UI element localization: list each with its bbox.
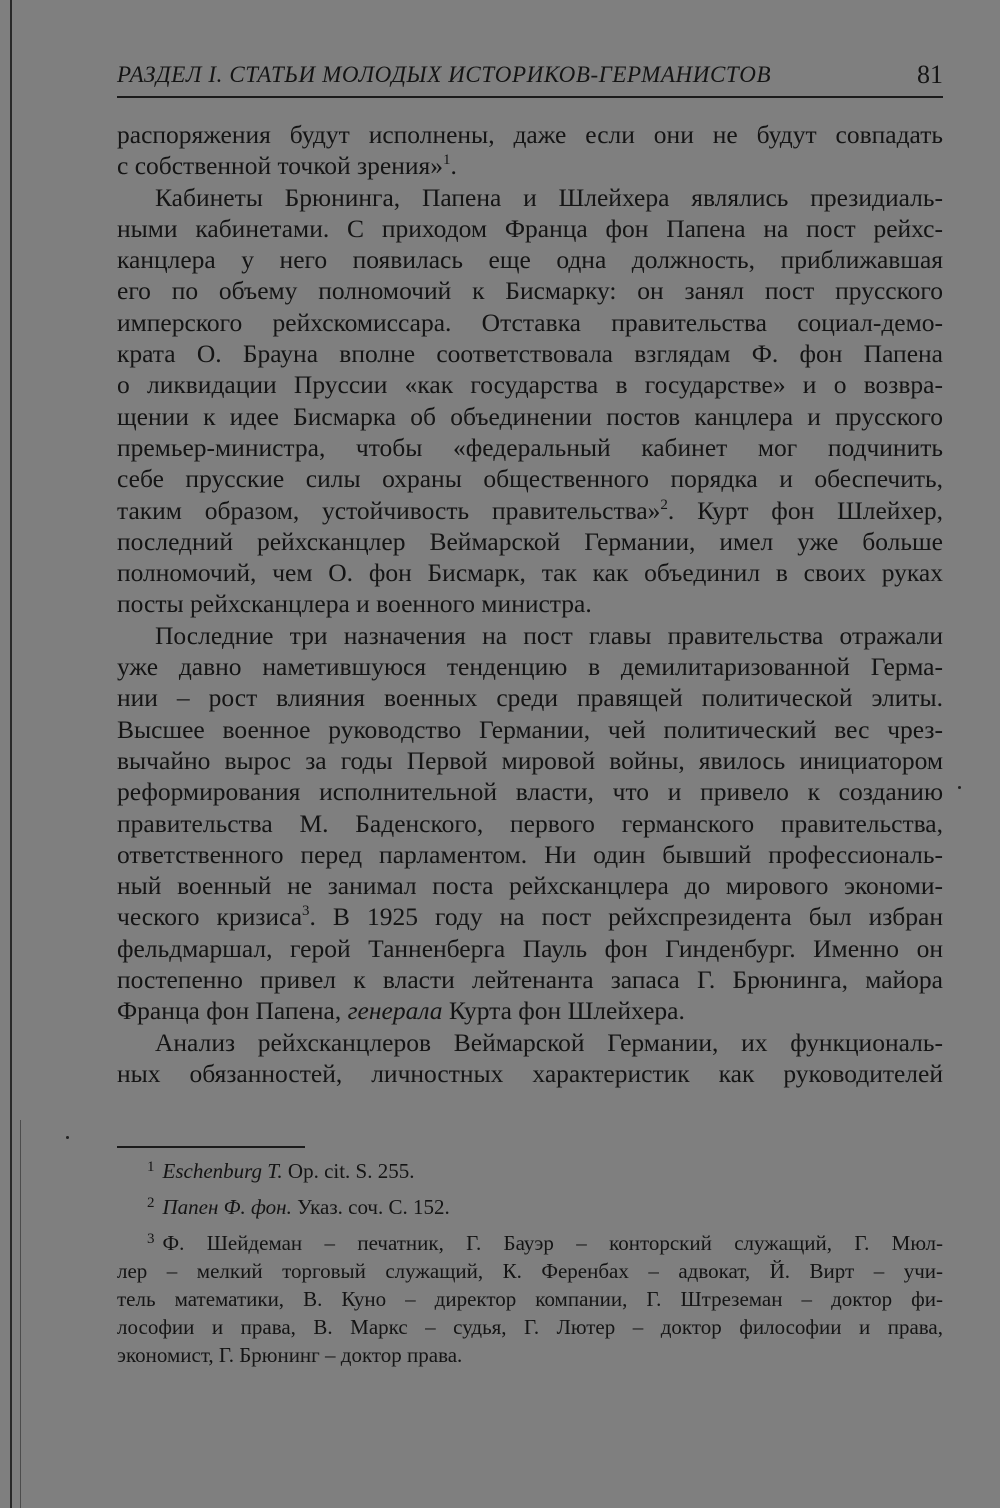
body-line: ответственного перед парламентом. Ни один бывший профессиональ- <box>117 839 943 869</box>
scan-speck <box>958 786 961 789</box>
running-title: РАЗДЕЛ I. СТАТЬИ МОЛОДЫХ ИСТОРИКОВ-ГЕРМАНИСТОВ <box>117 62 772 87</box>
body-line-text: Курта фон Шлейхера. <box>442 996 685 1026</box>
footnote-ref: 1 <box>442 152 451 169</box>
body-line: щении к идее Бисмарка об объединении постов канцлера и прусского <box>117 401 943 431</box>
footnote-2 <box>117 1193 943 1221</box>
body-line-text: Франца фон Папена, <box>117 996 348 1026</box>
footnote-line: экономист, Г. Брюнинг – доктор права. <box>117 1343 463 1367</box>
scan-speck <box>66 1136 69 1139</box>
body-line-text: с собственной точкой зрения» <box>117 151 443 181</box>
body-line <box>117 995 943 1026</box>
body-line: Анализ рейхсканцлеров Веймарской Германии, их функциональ- <box>155 1027 943 1057</box>
body-line: ный военный не занимал поста рейхсканцлера до мирового экономи- <box>117 871 943 901</box>
body-line: посты рейхсканцлера и военного министра. <box>117 589 592 619</box>
footnote-1 <box>117 1157 943 1185</box>
footnote-number: 1 <box>147 1159 155 1175</box>
footnotes <box>117 1157 943 1369</box>
body-line <box>117 901 943 932</box>
body-line: его по объему полномочий к Бисмарку: он занял пост прусского <box>117 276 943 306</box>
footnote-number: 2 <box>147 1195 155 1211</box>
footnote-line: лософии и права, В. Маркс – судья, Г. Лютер – доктор философии и права, <box>117 1315 943 1339</box>
body-line: себе прусские силы охраны общественного порядка и обеспечить, <box>117 464 943 494</box>
body-line: крата О. Брауна вполне соответствовала взглядам Ф. фон Папена <box>117 339 943 369</box>
footnote-number: 3 <box>147 1231 155 1247</box>
footnote-text: Ф. Шейдеман – печатник, Г. Бауэр – конторский служащий, Г. Мюл- <box>162 1231 943 1255</box>
body-line-text: . Курт фон Шлейхер, <box>667 495 943 525</box>
footnote-author: Папен Ф. фон. <box>162 1195 292 1219</box>
body-line: Последние три назначения на пост главы правительства отражали <box>155 620 943 650</box>
scan-edge-line <box>10 0 12 1508</box>
scan-edge-line-secondary <box>20 1120 21 1508</box>
body-line: о ликвидации Пруссии «как государства в государстве» и о возвра- <box>117 370 943 400</box>
body-line: нии – рост влияния военных среди правящей политической элиты. <box>117 683 943 713</box>
body-line: канцлера у него появилась еще одна должность, приближавшая <box>117 245 943 275</box>
body-line: ными кабинетами. С приходом Франца фон Папена на пост рейхс- <box>117 213 943 243</box>
footnote-text: Указ. соч. С. 152. <box>291 1195 450 1219</box>
footnote-separator <box>117 1146 305 1148</box>
body-line: вычайно вырос за годы Первой мировой войны, явилось инициатором <box>117 745 943 775</box>
body-line <box>117 150 943 181</box>
body-line-text: ческого кризиса <box>117 902 303 932</box>
body-line: Кабинеты Брюнинга, Папена и Шлейхера являлись президиаль- <box>155 182 943 212</box>
footnote-text: Op. cit. S. 255. <box>282 1159 415 1183</box>
footnote-line: тель математики, В. Куно – директор компании, Г. Штреземан – доктор фи- <box>117 1287 943 1311</box>
footnote-3 <box>117 1229 943 1257</box>
footnote-ref: 2 <box>660 496 668 513</box>
running-head <box>117 58 943 98</box>
body-line: Высшее военное руководство Германии, чей политический вес чрез- <box>117 714 943 744</box>
body-line: реформирования исполнительной власти, что и привело к созданию <box>117 777 943 807</box>
page-number: 81 <box>917 60 943 89</box>
body-line-text: таким образом, устойчивость правительства» <box>117 495 661 525</box>
body-line: уже давно наметившуюся тенденцию в демилитаризованной Герма- <box>117 652 943 682</box>
body-line: имперского рейхскомиссара. Отставка правительства социал-демо- <box>117 307 943 337</box>
body-line: правительства М. Баденского, первого германского правительства, <box>117 808 943 838</box>
italic-emphasis: генерала <box>347 996 443 1026</box>
body-line <box>117 495 943 526</box>
body-text <box>117 119 943 1089</box>
body-line: полномочий, чем О. фон Бисмарк, так как объединил в своих руках <box>117 558 943 588</box>
body-line: последний рейхсканцлер Веймарской Германии, имел уже больше <box>117 526 943 556</box>
body-line-text: . В 1925 году на пост рейхспрезидента был избран <box>309 902 943 932</box>
body-line: ных обязанностей, личностных характеристик как руководителей <box>117 1058 943 1088</box>
body-line: премьер-министра, чтобы «федеральный кабинет мог подчинить <box>117 432 943 462</box>
footnote-line: лер – мелкий торговый служащий, К. Ференбах – адвокат, Й. Вирт – учи- <box>117 1259 943 1283</box>
footnote-author: Eschenburg T. <box>162 1159 283 1183</box>
footnote-ref: 3 <box>302 903 310 920</box>
body-line: фельдмаршал, герой Танненберга Пауль фон Гинденбург. Именно он <box>117 933 943 963</box>
body-line: постепенно привел к власти лейтенанта запаса Г. Брюнинга, майора <box>117 965 943 995</box>
body-line-text: . <box>450 151 457 181</box>
body-line: распоряжения будут исполнены, даже если они не будут совпадать <box>117 120 943 149</box>
